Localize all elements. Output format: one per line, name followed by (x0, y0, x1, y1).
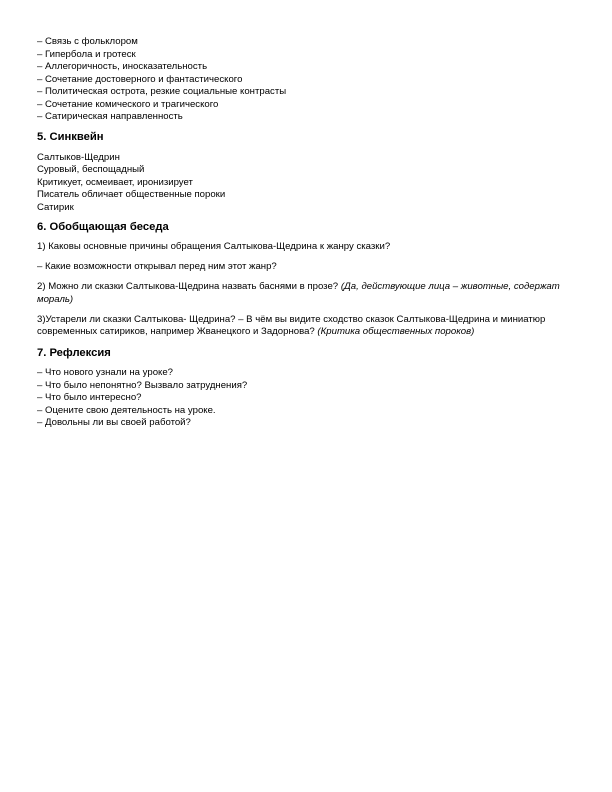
question-2-note: (Да, действующие лица – животные, содержат мораль) (37, 281, 560, 305)
list-item: – Довольны ли вы своей работой? (37, 417, 191, 429)
list-item: – Связь с фольклором (37, 36, 138, 47)
question-2-text: 2) Можно ли сказки Салтыкова-Щедрина назвать баснями в прозе? (37, 281, 339, 293)
list-item: – Сочетание достоверного и фантастического (37, 73, 243, 85)
list-item: – Политическая острота, резкие социальные контрасты (37, 86, 287, 97)
section5-heading: 5. Синквейн (37, 130, 104, 143)
reflection-list (37, 367, 577, 430)
question-2 (37, 281, 577, 305)
list-item: – Аллегоричность, иносказательность (37, 61, 208, 72)
section6-heading: 6. Обобщающая беседа (37, 221, 169, 233)
cinquain-line: Критикует, осмеивает, иронизирует (37, 176, 193, 188)
cinquain-line: Салтыков-Щедрин (37, 151, 120, 163)
cinquain-line: Суровый, беспощадный (37, 164, 145, 175)
cinquain-line: Писатель обличает общественные пороки (37, 189, 226, 200)
question-3 (37, 314, 577, 338)
features-list (37, 36, 577, 124)
list-item: – Что было непонятно? Вызвало затруднения? (37, 379, 248, 391)
list-item: – Оцените свою деятельность на уроке. (37, 404, 216, 416)
list-item: – Что нового узнали на уроке? (37, 367, 174, 379)
question-3-note: (Критика общественных пороков) (317, 326, 475, 338)
question-1: 1) Каковы основные причины обращения Салтыкова-Щедрина к жанру сказки? (37, 241, 391, 252)
question-1b: – Какие возможности открывал перед ним этот жанр? (37, 261, 277, 273)
list-item: – Что было интересно? (37, 392, 142, 404)
document-page (37, 36, 577, 430)
list-item: – Сатирическая направленность (37, 111, 183, 122)
cinquain-block (37, 152, 577, 215)
cinquain-line: Сатирик (37, 201, 74, 213)
section7-heading: 7. Рефлексия (37, 347, 111, 360)
list-item: – Сочетание комического и трагического (37, 98, 219, 110)
question-3-text: 3)Устарели ли сказки Салтыкова- Щедрина? – В чём вы видите сходство сказок Салтыкова-Щедрина и миниатюр современных сатириков, например Жванецкого и Задорнова? (37, 313, 546, 338)
list-item: – Гипербола и гротеск (37, 48, 136, 60)
